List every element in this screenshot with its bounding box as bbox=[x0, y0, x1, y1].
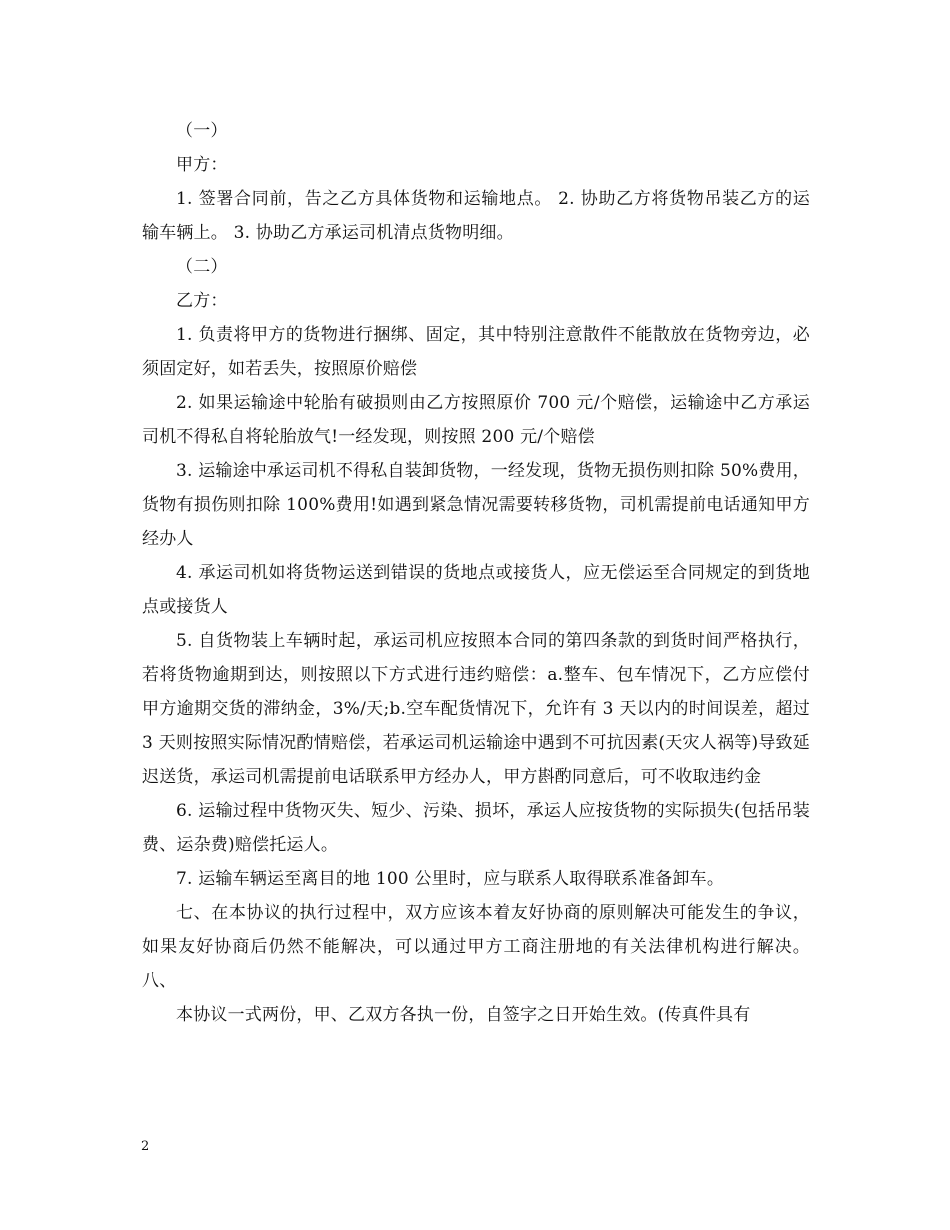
party-a-obligations: 1. 签署合同前，告之乙方具体货物和运输地点。 2. 协助乙方将货物吊装乙方的运输车辆上。 3. 协助乙方承运司机清点货物明细。 bbox=[142, 189, 810, 243]
document-body bbox=[142, 114, 810, 1032]
party-b-item-2: 2. 如果运输途中轮胎有破损则由乙方按照原价 700 元/个赔偿，运输途中乙方承运司机不得私自将轮胎放气!一经发现，则按照 200 元/个赔偿 bbox=[142, 393, 810, 447]
section-heading-one: （一） bbox=[176, 121, 228, 141]
page-number: 2 bbox=[141, 1139, 150, 1154]
party-b-item-7: 7. 运输车辆运至离目的地 100 公里时，应与联系人取得联系准备卸车。 bbox=[176, 869, 725, 889]
section-heading-two: （二） bbox=[176, 257, 228, 277]
party-b-item-4: 4. 承运司机如将货物运送到错误的货地点或接货人，应无偿运至合同规定的到货地点或接货人 bbox=[142, 563, 810, 617]
dispute-resolution-clause: 七、在本协议的执行过程中，双方应该本着友好协商的原则解决可能发生的争议，如果友好协商后仍然不能解决，可以通过甲方工商注册地的有关法律机构进行解决。 八、 bbox=[142, 903, 810, 991]
agreement-copies-clause: 本协议一式两份，甲、乙双方各执一份，自签字之日开始生效。(传真件具有 bbox=[176, 1005, 751, 1025]
party-b-item-5: 5. 自货物装上车辆时起，承运司机应按照本合同的第四条款的到货时间严格执行，若将货物逾期到达，则按照以下方式进行违约赔偿：a.整车、包车情况下，乙方应偿付甲方逾期交货的滞纳金，3%/天;b.空车配货情况下，允许有 3 天以内的时间误差，超过 3 天则按照实际情况酌情赔偿，若承运司机运输途中遇到不可抗因素(天灾人祸等)导致延迟送货，承运司机需提前电话联系甲方经办人，甲方斟酌同意后，可不收取违约金 bbox=[142, 631, 810, 787]
party-b-label: 乙方： bbox=[176, 291, 228, 311]
party-a-label: 甲方： bbox=[176, 155, 228, 175]
party-b-item-1: 1. 负责将甲方的货物进行捆绑、固定，其中特别注意散件不能散放在货物旁边，必须固定好，如若丢失，按照原价赔偿 bbox=[142, 325, 810, 379]
party-b-item-6: 6. 运输过程中货物灭失、短少、污染、损坏，承运人应按货物的实际损失(包括吊装费、运杂费)赔偿托运人。 bbox=[142, 801, 810, 855]
party-b-item-3: 3. 运输途中承运司机不得私自装卸货物，一经发现，货物无损伤则扣除 50%费用，货物有损伤则扣除 100%费用!如遇到紧急情况需要转移货物，司机需提前电话通知甲方经办人 bbox=[142, 461, 810, 549]
